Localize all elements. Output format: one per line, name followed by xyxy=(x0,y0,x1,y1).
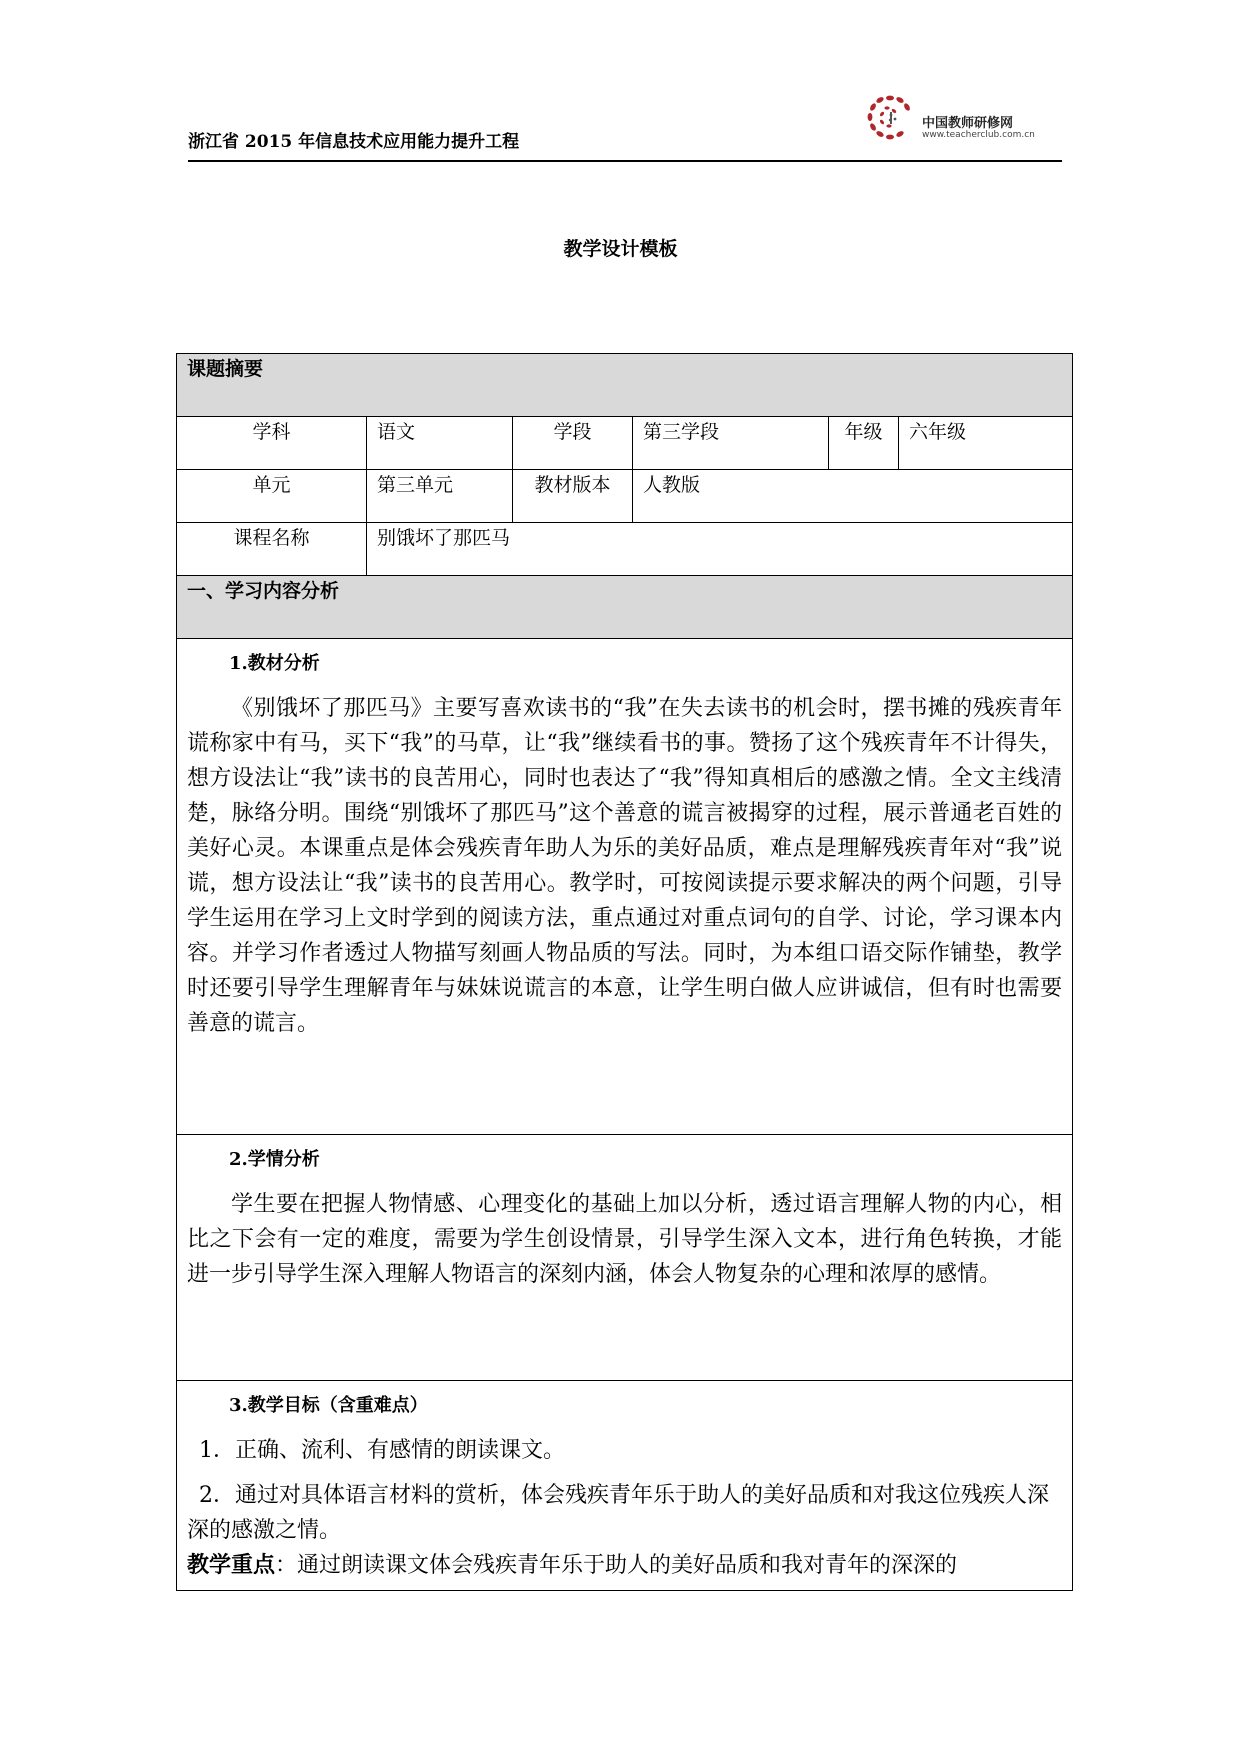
header-project-title: 浙江省 2015 年信息技术应用能力提升工程 xyxy=(188,132,520,152)
learner-analysis-text: 学生要在把握人物情感、心理变化的基础上加以分析，透过语言理解人物的内心，相比之下会有一定的难度，需要为学生创设情景，引导学生深入文本，进行角色转换，才能进一步引导学生深入理解人物语言的深刻内涵，体会人物复杂的心理和浓厚的感情。 xyxy=(187,1192,1063,1287)
material-analysis-heading: 1.教材分析 xyxy=(229,653,320,674)
lesson-design-table xyxy=(176,353,1073,1591)
teaching-focus xyxy=(187,1548,1062,1583)
unit-label: 单元 xyxy=(177,470,367,523)
teaching-goals-heading: 3.教学目标（含重难点） xyxy=(229,1395,428,1416)
edition-label: 教材版本 xyxy=(513,470,633,523)
learner-analysis-heading: 2.学情分析 xyxy=(229,1149,320,1170)
course-label: 课程名称 xyxy=(177,523,367,576)
page-header xyxy=(188,92,1062,162)
stage-value: 第三学段 xyxy=(633,417,829,470)
learner-analysis-cell xyxy=(177,1135,1073,1381)
material-analysis-cell xyxy=(177,639,1073,1135)
document-title: 教学设计模板 xyxy=(563,238,678,260)
teaching-focus-label: 教学重点 xyxy=(187,1553,276,1578)
teacherclub-logo xyxy=(860,92,1040,148)
goal-item-1: 1．正确、流利、有感情的朗读课文。 xyxy=(199,1438,565,1463)
material-analysis-text: 《别饿坏了那匹马》主要写喜欢读书的“我”在失去读书的机会时，摆书摊的残疾青年谎称家中有马，买下“我”的马草，让“我”继续看书的事。赞扬了这个残疾青年不计得失，想方设法让“我”读书的良苦用心，同时也表达了“我”得知真相后的感激之情。全文主线清楚，脉络分明。围绕“别饿坏了那匹马”这个善意的谎言被揭穿的过程，展示普通老百姓的美好心灵。本课重点是体会残疾青年助人为乐的美好品质，难点是理解残疾青年对“我”说谎，想方设法让“我”读书的良苦用心。教学时，可按阅读提示要求解决的两个问题，引导学生运用在学习上文时学到的阅读方法，重点通过对重点词句的自学、讨论，学习课本内容。并学习作者透过人物描写刻画人物品质的写法。同时，为本组口语交际作铺垫，教学时还要引导学生理解青年与妹妹说谎言的本意，让学生明白做人应讲诚信，但有时也需要善意的谎言。 xyxy=(187,696,1063,1036)
logo-chinese-name: 中国教师研修网 xyxy=(922,116,1014,131)
teacherclub-logo-icon xyxy=(860,92,920,142)
grade-label: 年级 xyxy=(829,417,899,470)
grade-value: 六年级 xyxy=(899,417,1073,470)
section-analysis-title: 一、学习内容分析 xyxy=(177,576,1073,639)
unit-value: 第三单元 xyxy=(367,470,513,523)
section-summary-title: 课题摘要 xyxy=(177,354,1073,417)
teaching-goals-cell xyxy=(177,1381,1073,1591)
subject-label: 学科 xyxy=(177,417,367,470)
teaching-focus-text: ：通过朗读课文体会残疾青年乐于助人的美好品质和我对青年的深深的 xyxy=(275,1553,958,1578)
stage-label: 学段 xyxy=(513,417,633,470)
course-value: 别饿坏了那匹马 xyxy=(367,523,1073,576)
subject-value: 语文 xyxy=(367,417,513,470)
header-rule xyxy=(188,160,1062,162)
logo-website: www.teacherclub.com.cn xyxy=(922,130,1035,140)
goal-item-2: 2．通过对具体语言材料的赏析，体会残疾青年乐于助人的美好品质和对我这位残疾人深深的感激之情。 xyxy=(187,1483,1049,1543)
edition-value: 人教版 xyxy=(633,470,1073,523)
